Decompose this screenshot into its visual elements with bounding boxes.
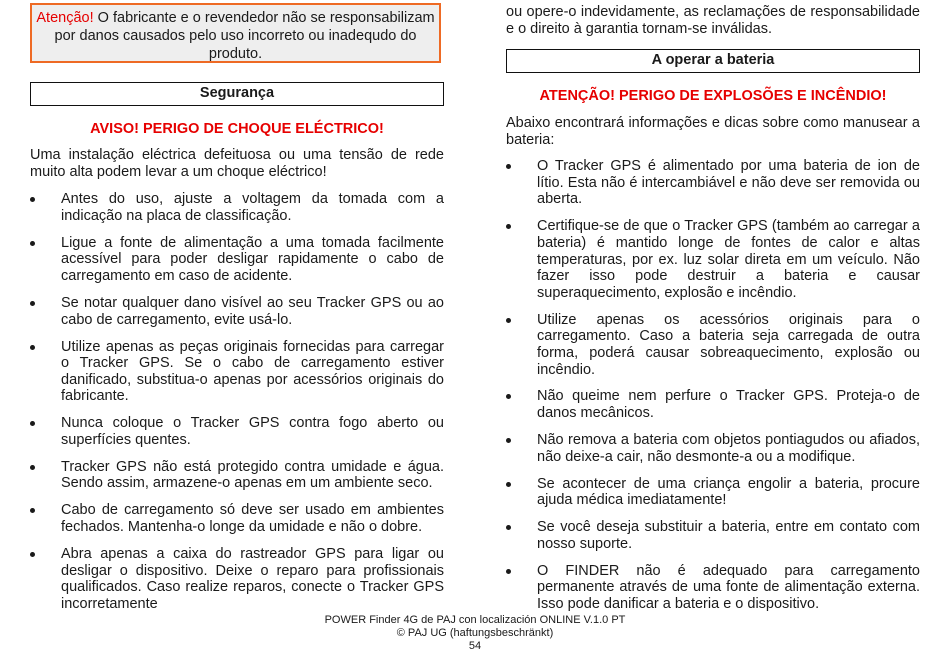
list-item xyxy=(506,519,920,552)
list-item xyxy=(30,502,444,535)
list-item-text: O FINDER não é adequado para carregamento permanente através de uma fonte de alimentação externa. Isso pode danificar a bateria e o dispositivo. xyxy=(537,562,920,612)
section-title-battery-label: A operar a bateria xyxy=(651,52,775,68)
list-item-text: Tracker GPS não está protegido contra umidade e água. Sendo assim, armazene-o apenas em um ambiente seco. xyxy=(61,458,444,492)
list-item xyxy=(30,459,444,492)
left-column-body xyxy=(30,147,444,623)
list-item xyxy=(30,546,444,612)
list-item-text: Não remova a bateria com objetos pontiagudos ou afiados, não deixe-a cair, não desmonte-a ou a modifique. xyxy=(537,432,920,465)
bullet-icon xyxy=(30,345,35,350)
right-column-body xyxy=(506,115,920,623)
section-title-safety-label: Segurança xyxy=(199,85,275,101)
bullet-icon xyxy=(30,421,35,426)
bullet-icon xyxy=(30,197,35,202)
bullet-icon xyxy=(30,552,35,557)
list-item xyxy=(506,158,920,208)
bullet-icon xyxy=(506,569,511,574)
list-item xyxy=(506,218,920,301)
list-item xyxy=(30,191,444,224)
explosion-fire-warning: ATENÇÃO! PERIGO DE EXPLOSÕES E INCÊNDIO! xyxy=(539,88,887,104)
list-item xyxy=(506,563,920,613)
list-item-text: Abra apenas a caixa do rastreador GPS para ligar ou desligar o dispositivo. Deixe o reparo para profissionais qualificados. Caso realize reparos, conecte o Tracker GPS incorretamente xyxy=(61,546,444,612)
list-item-text: Utilize apenas as peças originais fornecidas para carregar o Tracker GPS. Se o cabo de carregamento estiver danificado, substitua-o apenas por acessórios originais do fabricante. xyxy=(61,338,444,405)
page-footer xyxy=(0,614,950,653)
bullet-icon xyxy=(506,482,511,487)
list-item-text: Não queime nem perfure o Tracker GPS. Proteja-o de danos mecânicos. xyxy=(537,388,920,422)
notice-label: Atenção! xyxy=(36,10,94,26)
list-item-text: Se você deseja substituir a bateria, entre em contato com nosso suporte. xyxy=(537,519,920,552)
bullet-icon xyxy=(506,438,511,443)
bullet-icon xyxy=(506,525,511,530)
list-item-text: Antes do uso, ajuste a voltagem da tomada com a indicação na placa de classificação. xyxy=(61,191,444,224)
list-item-text: Certifique-se de que o Tracker GPS (também ao carregar a bateria) é mantido longe de fontes de calor e altas temperaturas, por ex. luz solar direta em um veículo. Não fazer isso pode destruir a bateria e causar superaquecimento, explosão e incêndio. xyxy=(537,218,920,301)
notice-text: O fabricante e o revendedor não se responsabilizam por danos causados pelo uso incorreto ou inadequdo do produto. xyxy=(54,10,435,62)
right-continuation-text: ou opere-o indevidamente, as reclamações de responsabilidade e o direito à garantia tornam-se inválidas. xyxy=(506,4,920,37)
list-item xyxy=(30,235,444,285)
section-title-safety xyxy=(30,82,444,106)
right-continuation xyxy=(506,4,920,37)
left-intro: Uma instalação eléctrica defeituosa ou uma tensão de rede muito alta podem levar a um choque eléctrico! xyxy=(30,147,444,180)
bullet-icon xyxy=(506,394,511,399)
electric-shock-warning: AVISO! PERIGO DE CHOQUE ELÉCTRICO! xyxy=(90,121,384,137)
list-item xyxy=(506,388,920,421)
bullet-icon xyxy=(30,301,35,306)
footer-copyright: © PAJ UG (haftungsbeschränkt) xyxy=(396,627,554,639)
list-item xyxy=(506,432,920,465)
list-item xyxy=(30,295,444,328)
battery-list xyxy=(506,158,920,612)
list-item xyxy=(506,476,920,509)
list-item-text: Nunca coloque o Tracker GPS contra fogo aberto ou superfícies quentes. xyxy=(61,415,444,448)
bullet-icon xyxy=(30,465,35,470)
list-item-text: Se acontecer de uma criança engolir a bateria, procure ajuda médica imediatamente! xyxy=(537,475,920,509)
bullet-icon xyxy=(30,508,35,513)
notice-box xyxy=(30,3,441,63)
bullet-icon xyxy=(506,318,511,323)
list-item-text: Se notar qualquer dano visível ao seu Tracker GPS ou ao cabo de carregamento, evite usá-lo. xyxy=(61,294,444,328)
list-item xyxy=(30,339,444,405)
safety-list xyxy=(30,191,444,612)
bullet-icon xyxy=(30,241,35,246)
section-title-battery xyxy=(506,49,920,73)
right-intro: Abaixo encontrará informações e dicas sobre como manusear a bateria: xyxy=(506,115,920,148)
list-item-text: Ligue a fonte de alimentação a uma tomada facilmente acessível para poder desligar rapidamente o cabo de carregamento em caso de acidente. xyxy=(61,234,444,284)
list-item xyxy=(30,415,444,448)
list-item-text: Cabo de carregamento só deve ser usado em ambientes fechados. Mantenha-o longe da umidade e não o dobre. xyxy=(61,502,444,536)
list-item-text: O Tracker GPS é alimentado por uma bateria de ion de lítio. Esta não é intercambiável e não deve ser removida ou aberta. xyxy=(537,158,920,208)
page-number: 54 xyxy=(468,640,482,652)
list-item-text: Utilize apenas os acessórios originais para o carregamento. Caso a bateria seja carregada de outra forma, poderá causar sobreaquecimento, explosão ou incêndio. xyxy=(537,311,920,378)
bullet-icon xyxy=(506,224,511,229)
bullet-icon xyxy=(506,164,511,169)
footer-product-line: POWER Finder 4G de PAJ con localización ONLINE V.1.0 PT xyxy=(324,614,626,626)
list-item xyxy=(506,312,920,378)
